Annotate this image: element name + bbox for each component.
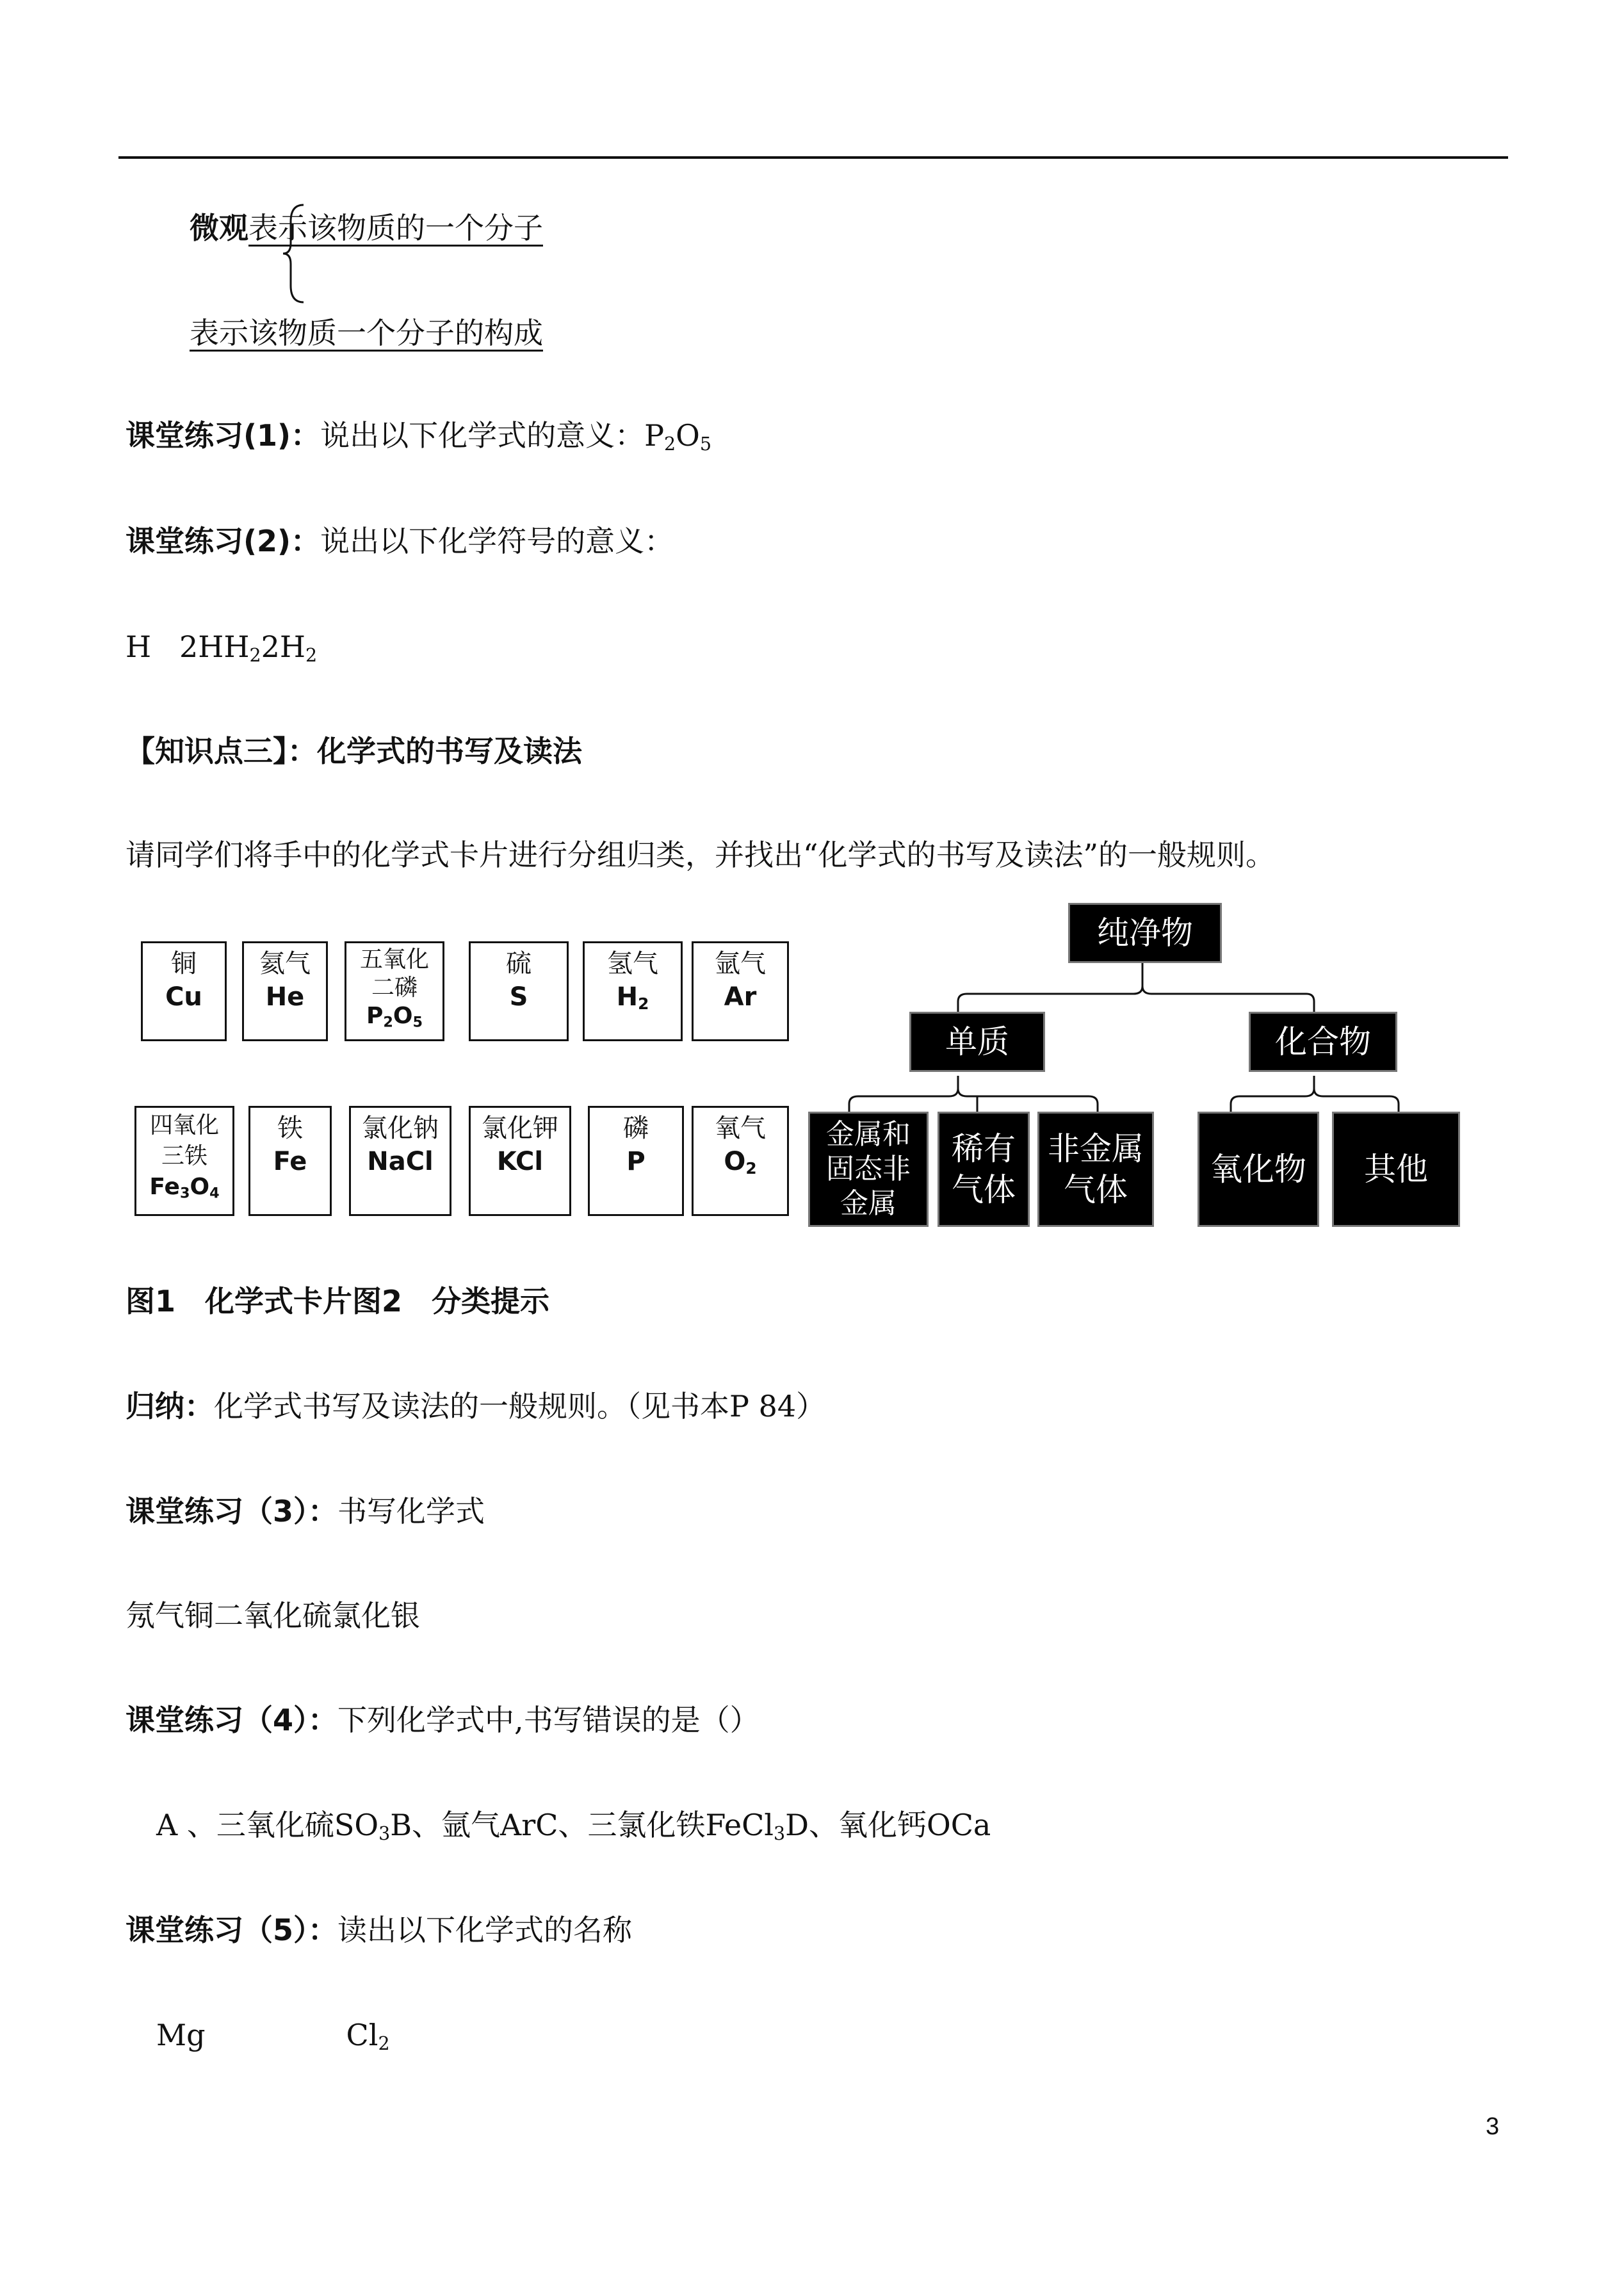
exercise-4-options [156, 1806, 991, 1853]
formula-card: 磷 P [588, 1106, 684, 1216]
exercise-3-items: 氖气铜二氧化硫氯化银 [126, 1598, 420, 1633]
card-name: 五氧化二磷 [359, 946, 429, 1001]
tree-leaf-noble-gas [938, 1112, 1030, 1227]
formula-card: 氯化钾 KCl [469, 1106, 571, 1216]
tree-leaf-metal-solid-nonmetal [808, 1112, 929, 1227]
summary-label: 归纳： [126, 1389, 214, 1423]
option-d: D、氧化钙OCa [785, 1808, 991, 1842]
exercise-2 [126, 522, 674, 560]
summary [126, 1387, 825, 1425]
leaf-label: 稀有气体 [952, 1130, 1016, 1208]
formula-cl2: Cl [346, 2018, 378, 2052]
symbol-2hh: 2HH [179, 629, 250, 664]
tree-node-compound: 化合物 [1249, 1012, 1397, 1072]
exercise-1-label: 课堂练习(1)： [126, 418, 321, 453]
formula-card: 铜 Cu [141, 941, 227, 1041]
subscript: 2 [664, 434, 676, 455]
tree-leaf-nonmetal-gas [1037, 1112, 1154, 1227]
formula-card: 铁 Fe [248, 1106, 332, 1216]
summary-text: 化学式书写及读法的一般规则。（见书本P 84） [214, 1389, 826, 1423]
exercise-4-label: 课堂练习（4）： [126, 1703, 338, 1737]
card-name: 氦气 [259, 949, 311, 978]
formula-card: 四氧化三铁 $Fe_3O_4$ [134, 1106, 234, 1216]
symbol-2h: 2H [261, 629, 306, 664]
formula-card: 氯化钠 NaCl [349, 1106, 451, 1216]
exercise-3 [126, 1492, 485, 1530]
tree-root-pure-substance: 纯净物 [1068, 903, 1222, 963]
subscript: 2 [249, 645, 261, 667]
card-name: 四氧化三铁 [149, 1112, 219, 1169]
brace-icon [282, 202, 307, 305]
exercise-5-items [156, 2016, 390, 2063]
formula-mg: Mg [156, 2018, 206, 2052]
tree-node-element: 单质 [909, 1012, 1045, 1072]
micro-label: 微观 [190, 211, 248, 245]
formula-card: 氦气 He [242, 941, 328, 1041]
micro-meaning-2: 表示该物质一个分子的构成 [190, 316, 543, 350]
card-name: 氧气 [715, 1114, 766, 1143]
exercise-2-label: 课堂练习(2)： [126, 524, 321, 558]
knowledge-point-3-heading: 【知识点三】：化学式的书写及读法 [126, 734, 582, 768]
figure-caption: 图1 化学式卡片图2 分类提示 [126, 1284, 550, 1318]
exercise-3-text: 书写化学式 [337, 1494, 485, 1529]
leaf-label: 非金属气体 [1048, 1130, 1144, 1208]
card-name: 铁 [277, 1114, 303, 1143]
option-b-c: B、氩气ArC、三氯化铁FeCl [390, 1808, 774, 1842]
card-name: 氯化钠 [362, 1114, 439, 1143]
card-name: 氢气 [607, 949, 658, 978]
header-rule [118, 156, 1508, 159]
micro-line-2 [190, 314, 543, 352]
exercise-5 [126, 1911, 632, 1949]
subscript: 3 [773, 1823, 786, 1845]
tree-leaf-oxide: 氧化物 [1198, 1112, 1319, 1227]
exercise-1 [126, 416, 711, 464]
symbols-line [126, 628, 317, 675]
subscript: 3 [378, 1823, 391, 1845]
exercise-4-text: 下列化学式中,书写错误的是（） [337, 1703, 759, 1737]
leaf-label: 金属和固态非金属 [826, 1118, 911, 1220]
micro-meaning-1: 表示该物质的一个分子 [248, 211, 543, 245]
exercise-3-label: 课堂练习（3）： [126, 1494, 338, 1529]
formula-card: 硫 S [469, 941, 569, 1041]
page-number: 3 [1486, 2113, 1500, 2140]
exercise-5-label: 课堂练习（5）： [126, 1913, 338, 1947]
formula-part: O [676, 418, 700, 453]
card-name: 铜 [171, 949, 197, 978]
tree-leaf-other: 其他 [1332, 1112, 1460, 1227]
card-name: 硫 [506, 949, 532, 978]
option-a: A 、三氧化硫SO [156, 1808, 379, 1842]
subscript: 5 [699, 434, 712, 455]
card-name: 氯化钾 [482, 1114, 558, 1143]
subscript: 2 [378, 2033, 390, 2055]
subscript: 2 [305, 645, 318, 667]
exercise-4 [126, 1701, 759, 1739]
formula-card: 氢气 $H_2$ [583, 941, 683, 1041]
formula-card: 五氧化二磷 $P_2O_5$ [345, 941, 444, 1041]
card-name: 磷 [623, 1114, 649, 1143]
formula-card: 氧气 $O_2$ [692, 1106, 789, 1216]
formula-card: 氩气 Ar [692, 941, 789, 1041]
instruction-text: 请同学们将手中的化学式卡片进行分组归类，并找出“化学式的书写及读法”的一般规则。 [126, 838, 1276, 872]
symbol-h: H [126, 629, 152, 664]
micro-line-1 [190, 209, 543, 247]
exercise-2-text: 说出以下化学符号的意义： [320, 524, 674, 558]
exercise-5-text: 读出以下化学式的名称 [337, 1913, 633, 1947]
card-name: 氩气 [715, 949, 766, 978]
exercise-1-text: 说出以下化学式的意义：P [320, 418, 665, 453]
